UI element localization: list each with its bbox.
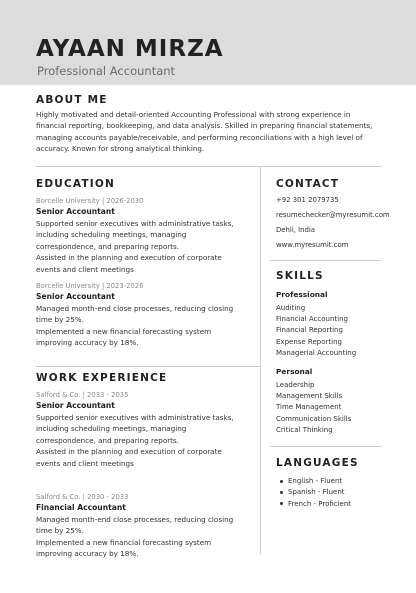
skills-personal-label: Personal [276,367,313,377]
about-line: managing accounts payable/receivable, and performing reconciliations with a high level of [36,132,363,142]
entry-line: Managed month-end close processes, reducing closing [36,304,234,313]
entry-line: including scheduling meetings, managing [36,230,187,240]
column-divider [260,167,261,554]
divider [270,260,381,261]
entry-line: Managed month-end close processes, reducing closing [36,515,234,524]
work-heading: WORK EXPERIENCE [36,372,168,384]
contact-website[interactable]: www.myresumit.com [276,241,349,249]
skill-item: Expense Reporting [276,337,342,346]
skills-heading: SKILLS [276,270,324,282]
languages-list [280,476,390,510]
about-text [36,109,386,155]
language-item [280,499,390,510]
divider [36,166,381,167]
skill-item: Leadership [276,381,315,390]
skill-item: Financial Accounting [276,315,348,324]
divider [270,446,381,447]
language-item [280,487,390,498]
education-heading: EDUCATION [36,178,116,190]
contact-block [276,195,411,250]
education-entry [36,281,251,349]
entry-meta: Borcelle University | 2023-2026 [36,282,144,290]
skill-item: Management Skills [276,392,343,401]
entry-title: Financial Accountant [36,503,126,512]
about-heading: ABOUT ME [36,94,108,106]
entry-line: Assisted in the planning and execution of corporate [36,447,222,457]
entry-meta: Salford & Co. | 2030 - 2033 [36,493,129,501]
entry-line: Supported senior executives with administrative tasks, [36,413,234,422]
skill-item: Managerial Accounting [276,348,357,357]
entry-line: Supported senior executives with administrative tasks, [36,219,234,228]
entry-line: improving accuracy by 18%. [36,549,139,559]
language-label: English - Fluent [288,477,343,485]
entry-title: Senior Accountant [36,207,115,216]
entry-line: Implemented a new financial forecasting system [36,326,212,336]
language-label: French - Proficient [288,499,352,508]
about-line: accuracy. Known for strong analytical thinking. [36,144,205,154]
contact-heading: CONTACT [276,178,340,190]
entry-title: Senior Accountant [36,401,115,410]
contact-phone: +92 301 2079735 [276,196,339,204]
work-entry [36,390,251,469]
language-label: Spanish - Fluent [288,488,345,497]
entry-line: time by 25%. [36,315,84,325]
entry-meta: Borcelle University | 2026-2030 [36,197,144,205]
work-entry [36,492,251,560]
skill-item: Financial Reporting [276,326,343,335]
entry-line: time by 25%. [36,526,84,536]
education-entry [36,196,251,275]
language-item [280,476,390,487]
divider [36,366,260,367]
skill-item: Auditing [276,304,306,312]
skills-professional-label: Professional [276,290,328,299]
skills-block [276,289,386,436]
bullet-icon [280,502,283,505]
skill-item: Communication Skills [276,414,352,423]
entry-line: events and client meetings [36,264,134,274]
candidate-name: AYAAN MIRZA [36,36,224,62]
skill-item: Time Management [276,403,342,412]
entry-line: improving accuracy by 18%. [36,338,139,348]
entry-title: Senior Accountant [36,292,115,301]
contact-location: Dehli, India [276,226,316,234]
skill-item: Critical Thinking [276,425,333,434]
entry-line: Implemented a new financial forecasting system [36,537,212,547]
candidate-role: Professional Accountant [37,64,176,78]
entry-line: including scheduling meetings, managing [36,424,187,434]
bullet-icon [280,491,283,494]
entry-line: correspondence, and preparing reports. [36,241,180,251]
languages-heading: LANGUAGES [276,457,359,469]
bullet-icon [280,480,283,483]
entry-meta: Salford & Co. | 2033 - 2035 [36,391,129,399]
header-banner [0,0,416,85]
entry-line: events and client meetings [36,458,134,468]
about-line: Highly motivated and detail-oriented Accounting Professional with strong experience in [36,110,351,119]
entry-line: Assisted in the planning and execution of corporate [36,253,222,263]
contact-email[interactable]: resumechecker@myresumit.com [276,211,390,219]
entry-line: correspondence, and preparing reports. [36,435,180,445]
about-line: financial reporting, bookkeeping, and data analysis. Skilled in preparing financial statements, [36,121,373,131]
